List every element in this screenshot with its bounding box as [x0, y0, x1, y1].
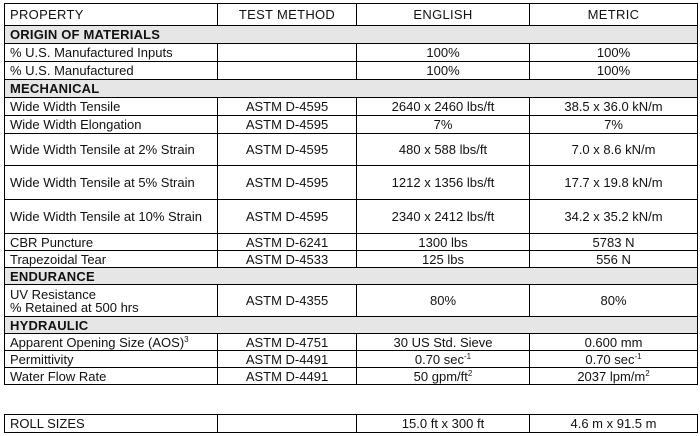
- metric-cell: 0.600 mm: [530, 334, 698, 351]
- property-cell: Wide Width Tensile: [5, 98, 218, 116]
- method-cell: ASTM D-6241: [218, 234, 357, 251]
- english-cell: 30 US Std. Sieve: [357, 334, 530, 351]
- property-cell: [5, 334, 218, 351]
- table-row: [5, 166, 698, 200]
- header-english: ENGLISH: [357, 4, 530, 26]
- unit-exponent: -1: [464, 351, 472, 361]
- roll-sizes-label: ROLL SIZES: [5, 415, 218, 433]
- unit-exponent: 2: [467, 368, 473, 378]
- english-cell: 1212 x 1356 lbs/ft: [357, 166, 530, 200]
- table-row: [5, 134, 698, 166]
- metric-cell: 100%: [530, 44, 698, 62]
- method-cell: [218, 44, 357, 62]
- property-cell: Wide Width Tensile at 10% Strain: [5, 200, 218, 234]
- section-title-mechanical: MECHANICAL: [5, 80, 698, 98]
- header-metric: METRIC: [530, 4, 698, 26]
- section-title-origin: ORIGIN OF MATERIALS: [5, 26, 698, 44]
- table-row: [5, 234, 698, 251]
- unit-exponent: 2: [645, 368, 650, 378]
- footnote-mark: 3: [184, 334, 189, 344]
- metric-cell: 100%: [530, 62, 698, 80]
- table-row: [5, 351, 698, 368]
- property-cell: Wide Width Tensile at 5% Strain: [5, 166, 218, 200]
- english-cell: 7%: [357, 116, 530, 134]
- header-property: PROPERTY: [5, 4, 218, 26]
- property-cell: Wide Width Elongation: [5, 116, 218, 134]
- property-line: UV Resistance: [10, 286, 96, 302]
- table-row: [5, 116, 698, 134]
- roll-sizes-row: [5, 415, 698, 433]
- metric-cell: 34.2 x 35.2 kN/m: [530, 200, 698, 234]
- property-cell: Trapezoidal Tear: [5, 251, 218, 268]
- metric-cell: 556 N: [530, 251, 698, 268]
- empty-cell: [218, 415, 357, 433]
- section-header-row: [5, 26, 698, 44]
- english-cell: 2640 x 2460 lbs/ft: [357, 98, 530, 116]
- table-row: [5, 44, 698, 62]
- english-cell: [357, 368, 530, 385]
- english-cell: [357, 351, 530, 368]
- property-cell: Wide Width Tensile at 2% Strain: [5, 134, 218, 166]
- section-title-endurance: ENDURANCE: [5, 268, 698, 285]
- table-row: [5, 334, 698, 351]
- method-cell: ASTM D-4491: [218, 351, 357, 368]
- method-cell: ASTM D-4595: [218, 166, 357, 200]
- property-cell: % U.S. Manufactured: [5, 62, 218, 80]
- metric-cell: [530, 368, 698, 385]
- method-cell: ASTM D-4595: [218, 98, 357, 116]
- property-text: Apparent Opening Size (AOS): [10, 334, 185, 350]
- property-cell: CBR Puncture: [5, 234, 218, 251]
- table-row: [5, 285, 698, 317]
- unit-exponent: -1: [634, 351, 642, 361]
- english-value: 0.70 sec: [414, 351, 465, 367]
- method-cell: ASTM D-4595: [218, 200, 357, 234]
- property-cell: % U.S. Manufactured Inputs: [5, 44, 218, 62]
- section-header-row: [5, 80, 698, 98]
- method-cell: ASTM D-4355: [218, 285, 357, 317]
- metric-cell: [530, 351, 698, 368]
- section-title-hydraulic: HYDRAULIC: [5, 317, 698, 334]
- english-cell: 125 lbs: [357, 251, 530, 268]
- property-cell: Permittivity: [5, 351, 218, 368]
- method-cell: [218, 62, 357, 80]
- method-cell: ASTM D-4595: [218, 116, 357, 134]
- metric-value: 2037 lpm/m: [577, 368, 646, 384]
- table-row: [5, 200, 698, 234]
- metric-cell: 38.5 x 36.0 kN/m: [530, 98, 698, 116]
- roll-sizes-table: [4, 414, 698, 433]
- metric-cell: 7.0 x 8.6 kN/m: [530, 134, 698, 166]
- header-row: [5, 4, 698, 26]
- method-cell: ASTM D-4491: [218, 368, 357, 385]
- english-cell: 100%: [357, 62, 530, 80]
- header-test-method: TEST METHOD: [218, 4, 357, 26]
- property-cell: Water Flow Rate: [5, 368, 218, 385]
- metric-cell: 17.7 x 19.8 kN/m: [530, 166, 698, 200]
- metric-cell: 7%: [530, 116, 698, 134]
- method-cell: ASTM D-4595: [218, 134, 357, 166]
- english-cell: 2340 x 2412 lbs/ft: [357, 200, 530, 234]
- table-row: [5, 251, 698, 268]
- english-cell: 1300 lbs: [357, 234, 530, 251]
- metric-value: 0.70 sec: [585, 351, 635, 367]
- table-row: [5, 368, 698, 385]
- property-cell: [5, 285, 218, 317]
- table-row: [5, 62, 698, 80]
- english-cell: 480 x 588 lbs/ft: [357, 134, 530, 166]
- english-cell: 80%: [357, 285, 530, 317]
- method-cell: ASTM D-4751: [218, 334, 357, 351]
- table-row: [5, 98, 698, 116]
- english-cell: 100%: [357, 44, 530, 62]
- method-cell: ASTM D-4533: [218, 251, 357, 268]
- english-cell: 15.0 ft x 300 ft: [357, 415, 530, 433]
- properties-table: [4, 3, 698, 385]
- section-header-row: [5, 317, 698, 334]
- metric-cell: 5783 N: [530, 234, 698, 251]
- section-header-row: [5, 268, 698, 285]
- metric-cell: 4.6 m x 91.5 m: [530, 415, 698, 433]
- metric-cell: 80%: [530, 285, 698, 317]
- english-value: 50 gpm/ft: [413, 368, 468, 384]
- property-line: % Retained at 500 hrs: [10, 299, 139, 315]
